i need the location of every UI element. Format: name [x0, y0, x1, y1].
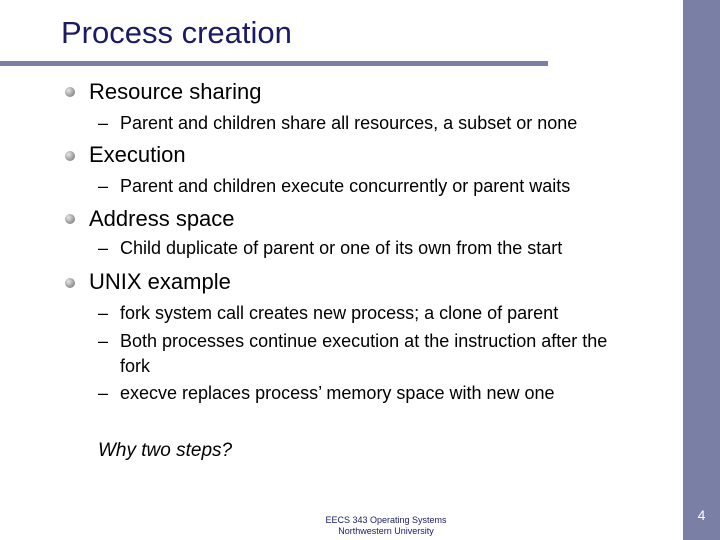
dash-icon: – — [98, 113, 109, 133]
bullet-icon — [65, 87, 75, 97]
dash-icon: – — [98, 331, 109, 351]
sub-bullet: Parent and children execute concurrently or parent waits — [120, 176, 571, 196]
sub-bullet-continuation: fork — [120, 356, 151, 376]
dash-icon: – — [98, 383, 109, 403]
bullet-icon — [65, 278, 75, 288]
dash-icon: – — [98, 303, 109, 323]
sub-bullet: fork system call creates new process; a clone of parent — [120, 303, 559, 323]
footer-university: Northwestern University — [338, 526, 434, 536]
bullet-execution: Execution — [89, 142, 186, 167]
footer — [300, 515, 472, 537]
bullet-icon — [65, 214, 75, 224]
sub-bullet: Child duplicate of parent or one of its own from the start — [120, 238, 563, 258]
bullet-icon — [65, 151, 75, 161]
right-accent-bar — [683, 0, 720, 540]
sub-bullet: Parent and children share all resources, a subset or none — [120, 113, 578, 133]
dash-icon: – — [98, 238, 109, 258]
page-number: 4 — [697, 507, 706, 523]
footer-course: EECS 343 Operating Systems — [325, 515, 447, 525]
sub-bullet: Both processes continue execution at the instruction after the — [120, 331, 608, 351]
bullet-address-space: Address space — [89, 206, 235, 231]
title-underline — [0, 61, 548, 66]
slide-title: Process creation — [61, 15, 292, 50]
question-text: Why two steps? — [98, 440, 233, 461]
dash-icon: – — [98, 176, 109, 196]
bullet-unix-example: UNIX example — [89, 269, 231, 294]
bullet-resource-sharing: Resource sharing — [89, 79, 262, 104]
sub-bullet: execve replaces process’ memory space with new one — [120, 383, 555, 403]
